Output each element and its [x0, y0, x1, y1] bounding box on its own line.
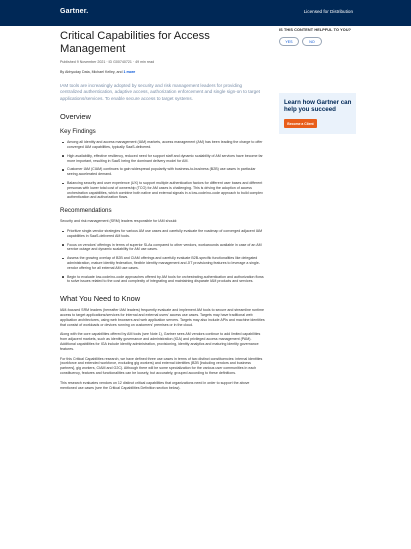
page-title: Critical Capabilities for Access Management	[60, 30, 210, 55]
no-button[interactable]: NO	[302, 37, 322, 46]
yes-button[interactable]: YES	[279, 37, 299, 46]
become-client-button[interactable]: Become a Client	[284, 119, 317, 128]
list-item: Prioritize single-vendor strategies for various AM use cases and carefully evaluate the roadmap of converged adjacent IAM capabilities in SaaS-delivered AM tools.	[60, 229, 265, 239]
list-item: Assess the growing overlap of B2B and CIAM offerings and carefully evaluate B2B-specific functionalities like delegated administration, mature identity federation, flexible identity management and JIT provisioning features to leverage a single-vendor offering for all external AM use cases.	[60, 256, 265, 270]
feedback-panel	[279, 28, 359, 46]
helpful-question: IS THIS CONTENT HELPFUL TO YOU?	[279, 28, 352, 32]
recommendations-list	[60, 229, 265, 284]
key-findings-heading: Key Findings	[60, 128, 96, 136]
paragraph: Along with the core capabilities offered by AM tools (see Note 1), Gartner sees AM vendors continue to add limited capabilities from adjacent markets, such as identity governance and administration (IGA) and privileged access management (PAM). Additional capabilities for IGA include identity administration, provisioning, identity analytics and maturing identity governance features.	[60, 332, 261, 351]
list-item: Focus on vendors' offerings in terms of superior SLAs compared to other vendors, workarounds available in case of an AM service outage and dynamic scalability for AM use cases.	[60, 243, 265, 253]
recommendations-intro: Security and risk management (SRM) leaders responsible for IAM should:	[60, 219, 178, 224]
article-main	[60, 28, 265, 390]
license-label: Licensed for Distribution	[303, 9, 353, 14]
overview-heading: Overview	[60, 112, 91, 122]
authors-names: By Abhyuday Data, Michael Kelley, and	[60, 70, 124, 74]
gartner-logo[interactable]: Gartner.	[60, 8, 89, 15]
paragraph: For this Critical Capabilities research, we have defined three use cases in terms of two distinct constituencies: internal identities (workforce and extended workforce, excluding gig workers) and external identities (B2B [including vendors and business partners], gig workers, CIAM and G2C). Although there will be some specialization for the various user communities in each constituency, features and functionalities can be loosely, but accurately, grouped according to these definitions.	[60, 356, 263, 375]
key-findings-list	[60, 140, 265, 200]
list-item: High availability, effective resiliency, reduced need for support staff and dynamic scalability of AM services have become far more important, resulting in SaaS being the dominant delivery model for AM.	[60, 154, 265, 164]
list-item: Customer IAM (CIAM) continues to gain widespread popularity with business-to-business (B2B) use cases in particular seeing accelerated demand.	[60, 167, 265, 177]
recommendations-heading: Recommendations	[60, 207, 112, 215]
summary-text: IAM tools are increasingly adopted by security and risk management leaders for providing centralized authentication, adaptive access, authorization enforcement and single sign-on to target applications/services. To enable secure access to target systems.	[60, 83, 260, 101]
list-item: Among all identity and access management (IAM) markets, access management (AM) has been leading the charge to offer converged IAM capabilities, typically SaaS-delivered.	[60, 140, 265, 150]
feedback-buttons	[279, 37, 359, 46]
publication-info: Published 9 November 2021 · ID G00740721 · 49 min read	[60, 60, 155, 64]
need-to-know-heading: What You Need to Know	[60, 294, 141, 304]
list-item: Balancing security and user experience (UX) to support multiple authentication factors for different user bases and different personas with lower total cost of ownership (TCO) for AM cases is challenging. This is driving the adoption of access orchestration capabilities, which combine both native and external signals in a low-code/no-code approach to build complex authentication and authorization flows.	[60, 181, 265, 200]
list-item: Begin to evaluate low-code/no-code approaches offered by AM tools for orchestrating authentication and authorization flows to solve issues related to the cost and complexity of integrating and maintaining disparate IAM products and services.	[60, 275, 265, 285]
top-bar	[0, 0, 411, 26]
paragraph: IAM-focused SRM leaders (hereafter IAM leaders) frequently evaluate and implement AM tools to secure and streamline runtime access to target applications/services for internal and external users' access use cases. Targets may have traditional web application architectures, using web browsers and web application servers. Targets may also include APIs and machine identities that consist of workloads or devices running on customers' premises or in the cloud.	[60, 308, 265, 327]
promo-card	[279, 93, 356, 134]
paragraph: This research evaluates vendors on 12 distinct critical capabilities that organizations need in order to support the above mentioned use cases (see the Critical Capabilities Definition section below).	[60, 380, 250, 390]
authors-line	[60, 70, 265, 74]
authors-more-link[interactable]: 1 more	[123, 70, 136, 74]
promo-text: Learn how Gartner can help you succeed	[284, 99, 352, 113]
